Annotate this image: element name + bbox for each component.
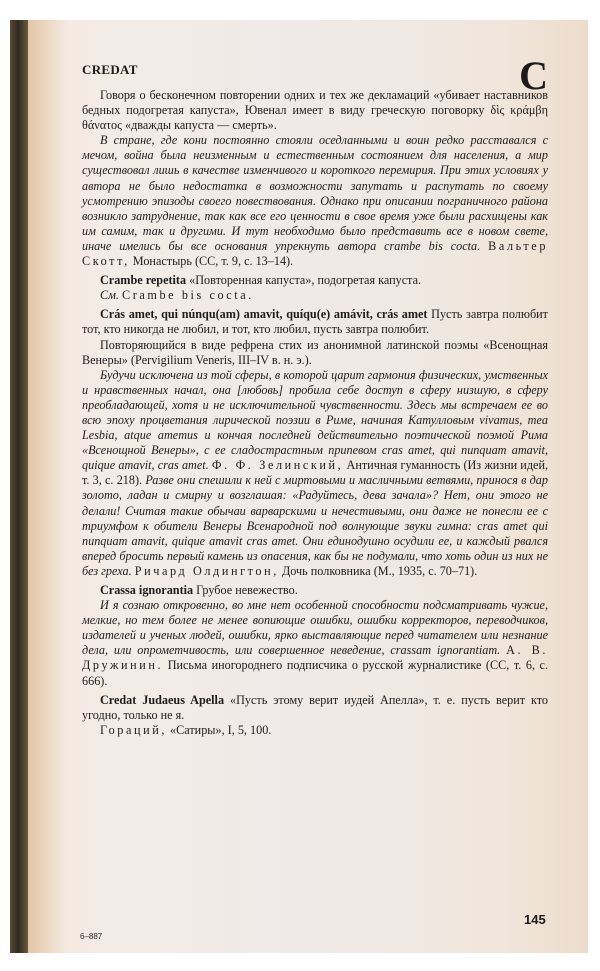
entry-paragraph: Говоря о бесконечном повторении одних и тех же декламаций «убивает наставников бедных подогретая капуста», Ювенал имеет в виду греческую поговорку δὶς κράμβη θάνατος «дважды капуста — смерть». xyxy=(82,88,548,133)
quote-paragraph xyxy=(82,598,548,689)
entry-term: Crassa ignorantia xyxy=(100,583,194,597)
quote-text: Разве они спешили к ней с миртовыми и масличными ветвями, принося в дар золото, ладан и смирну и возглашая: «Радуйтесь, дева зачала»? Нет, они этого не делали! Считая такие обычаи варварскими и нечестивыми, они даже не понесли ее с триумфом к обители Венеры Всенародной под волнующие звуки гимна: cras amet qui nunquam amavit, quique amavit cras amet. Они единодушно осудили ее, и каждый рвался вперед бросить первый камень из опасения, как бы не подумали, что хоть один из них не без греха. xyxy=(82,473,548,578)
quote-attribution xyxy=(82,723,548,738)
entry-definition: «Повторенная капуста», подогретая капуста. xyxy=(189,273,422,288)
quote-source: Письма иногороднего подписчика о русской журналистике (СС, т. 6, с. 666). xyxy=(82,658,549,688)
book-spine xyxy=(10,20,28,953)
quote-source: Античная гуманность (Из жизни идей, т. 3, с. 218). xyxy=(82,458,549,488)
running-head: CREDAT xyxy=(82,62,138,77)
quote-text: В стране, где кони постоянно стояли оседланными и воин редко расставался с мечом, война была неизменным и естественным состоянием для населения, а мир существовал лишь в качестве изменчивого и короткого перемирия. При этих условиях у автора не было недостатка в возможности запутать и распутать по своему усмотрению эпизоды своего повествования. Однако при описании пограничного района возникло затруднение, так как все его ценности в свое время уже были расхищены как им самим, так и другими. И тут необходимо было представить все в новом свете, иначе имелись бы все основания упрекнуть автора crambe bis cocta. xyxy=(82,133,548,253)
quote-text: Будучи исключена из той сферы, в которой царит гармония физических, умственных и нравственных начал, она [любовь] пробила себе доступ в сферу низшую, в сферу преобладающей, хотя и не исключительной чувственности. Здесь мы встречаем ее во всю эпоху процветания лирической поэзии в Риме, начиная Катулловым vivamus, mea Lesbia, atque amemus и кончая последней действительно поэтической поэмой Рима «Всенощной Венеры», с ее сладострастным припевом cras amet, qui nunquam amavit, quique amavit, cras amet. xyxy=(82,367,548,473)
entry-definition: Грубое невежество. xyxy=(196,583,298,597)
quote-text: И я сознаю откровенно, во мне нет особенной способности подсматривать чужие, мелкие, но тем более не менее вопиющие ошибки, ошибки корректоров, переводчиков, издателей и ученых людей, ошибки, ярко выставляющие перед читателем или незнание дела, или опрометчивость, или совершенное неведение, crassam ignorantiam. xyxy=(82,598,548,658)
gutter-shadow xyxy=(28,20,68,953)
quote-source: Монастырь (СС, т. 9, с. 13–14). xyxy=(132,254,294,269)
entry-definition: Пусть завтра полюбит тот, кто никогда не любил, и тот, кто любил, пусть завтра полюбит. xyxy=(82,307,548,337)
entry-note: Повторяющийся в виде рефрена стих из анонимной латинской поэмы «Всенощная Венеры» (Pervigilium Veneris, III–IV в. н. э.). xyxy=(82,337,548,367)
quote-paragraph xyxy=(82,368,548,579)
printer-signature: 6–887 xyxy=(80,932,103,941)
quote-author: Ричард Олдингтон, xyxy=(134,563,279,578)
entry-term: Credat Judaeus Apella xyxy=(100,692,225,707)
quote-paragraph xyxy=(82,133,548,269)
see-label: См. xyxy=(100,288,119,303)
entry-term: Crás amet, qui núnqu(am) amavit, quíqu(e) amávit, crás amet xyxy=(100,307,428,322)
see-also xyxy=(82,288,548,303)
quote-source: Дочь полковника (М., 1935, с. 70–71). xyxy=(281,563,478,578)
page-content xyxy=(82,88,548,738)
see-reference: Crambe bis cocta. xyxy=(122,288,254,303)
page-number: 145 xyxy=(524,912,546,927)
entry-cras-amet xyxy=(82,307,548,337)
quote-author: Ф. Ф. Зелинский, xyxy=(211,458,344,473)
quote-source: «Сатиры», I, 5, 100. xyxy=(170,722,272,737)
entry-definition: «Пусть этому верит иудей Апелла», т. е. пусть верит кто угодно, только не я. xyxy=(82,692,549,722)
entry-credat-judaeus-apella xyxy=(82,693,548,723)
quote-author: Вальтер Скотт, xyxy=(82,238,549,269)
entry-term: Crambe repetita xyxy=(100,273,187,288)
entry-crambe-repetita xyxy=(82,273,548,288)
section-letter: C xyxy=(519,53,548,98)
entry-crassa-ignorantia xyxy=(82,583,548,598)
quote-author: А. В. Дружинин. xyxy=(82,643,549,673)
quote-author: Гораций, xyxy=(100,722,167,737)
